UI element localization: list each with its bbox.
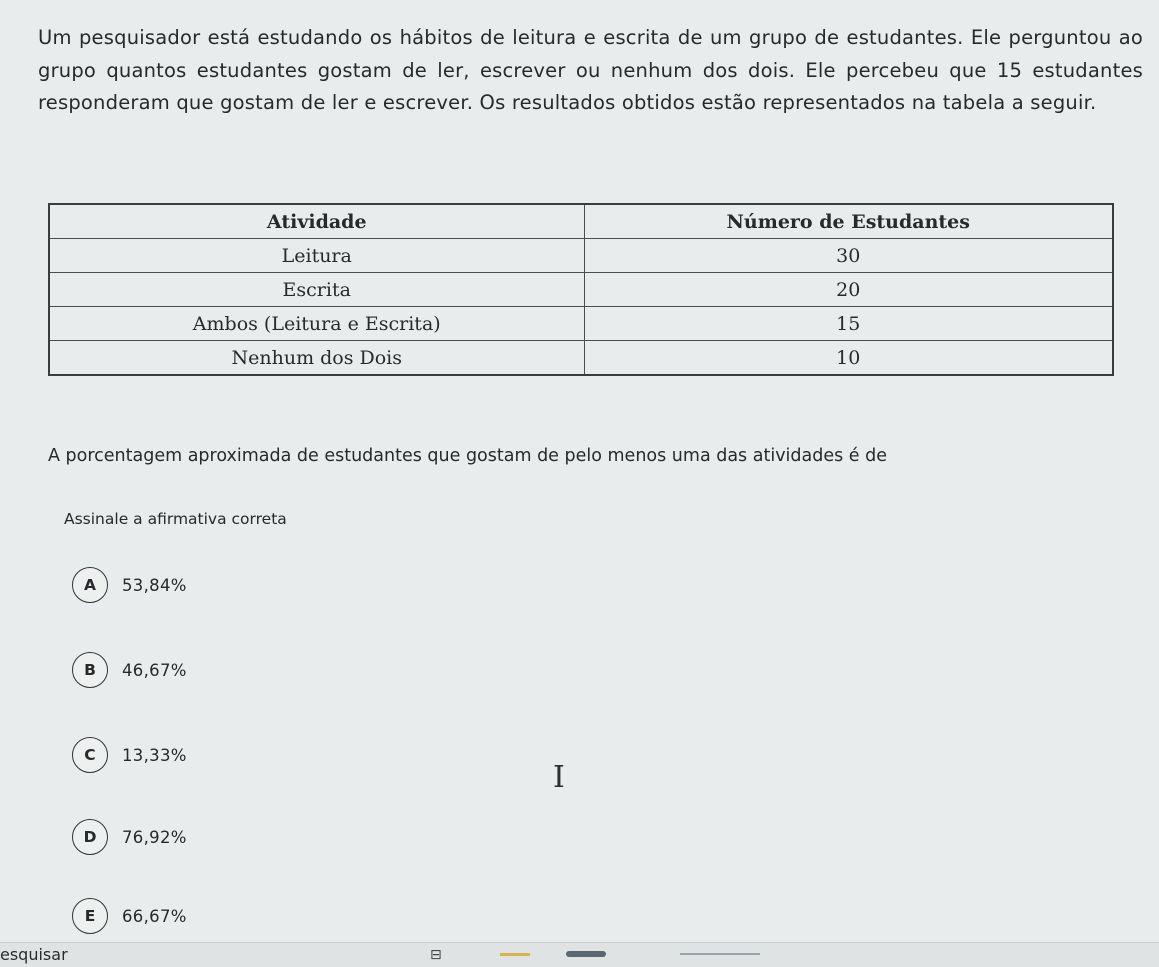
option-text-e[interactable]: 66,67%: [122, 906, 187, 926]
table-row: [49, 273, 1113, 307]
option-e[interactable]: [72, 896, 187, 936]
taskbar-app-icon[interactable]: [500, 953, 530, 956]
option-letter-a[interactable]: A: [72, 567, 108, 603]
option-text-d[interactable]: 76,92%: [122, 827, 187, 847]
instruction-text: Assinale a afirmativa correta: [64, 510, 287, 528]
results-table: [48, 203, 1114, 376]
cell-count: 10: [584, 341, 1113, 376]
table-header-row: [49, 204, 1113, 239]
cell-activity: Ambos (Leitura e Escrita): [49, 307, 584, 341]
option-letter-b[interactable]: B: [72, 652, 108, 688]
header-activity: Atividade: [49, 204, 584, 239]
question-text: Um pesquisador está estudando os hábitos de leitura e escrita de um grupo de estudantes. Ele perguntou ao grupo quantos estudantes gostam de ler, escrever ou nenhum dos dois. Ele percebeu que 15 estudantes responderam que gostam de ler e escrever. Os resultados obtidos estão representados na tabela a seguir.: [38, 26, 1143, 114]
option-text-b[interactable]: 46,67%: [122, 660, 187, 680]
option-letter-c[interactable]: C: [72, 737, 108, 773]
table-row: [49, 239, 1113, 273]
option-a[interactable]: [72, 565, 187, 605]
cell-count: 30: [584, 239, 1113, 273]
option-letter-e[interactable]: E: [72, 898, 108, 934]
option-text-c[interactable]: 13,33%: [122, 745, 187, 765]
cell-activity: Escrita: [49, 273, 584, 307]
header-count: Número de Estudantes: [584, 204, 1113, 239]
option-d[interactable]: [72, 817, 187, 857]
table-row: [49, 341, 1113, 376]
question-statement: A porcentagem aproximada de estudantes que gostam de pelo menos uma das atividades é de: [48, 446, 888, 466]
cell-activity: Nenhum dos Dois: [49, 341, 584, 376]
option-text-a[interactable]: 53,84%: [122, 575, 187, 595]
option-c[interactable]: [72, 735, 187, 775]
cell-count: 15: [584, 307, 1113, 341]
task-view-icon[interactable]: ⊟: [430, 947, 442, 963]
option-letter-d[interactable]: D: [72, 819, 108, 855]
table-row: [49, 307, 1113, 341]
taskbar-divider: [680, 953, 760, 955]
taskbar: [0, 942, 1159, 967]
option-b[interactable]: [72, 650, 187, 690]
cell-activity: Leitura: [49, 239, 584, 273]
cell-count: 20: [584, 273, 1113, 307]
text-cursor-icon: I: [553, 760, 565, 795]
taskbar-search[interactable]: esquisar: [0, 945, 68, 964]
taskbar-app-icon[interactable]: [566, 951, 606, 957]
